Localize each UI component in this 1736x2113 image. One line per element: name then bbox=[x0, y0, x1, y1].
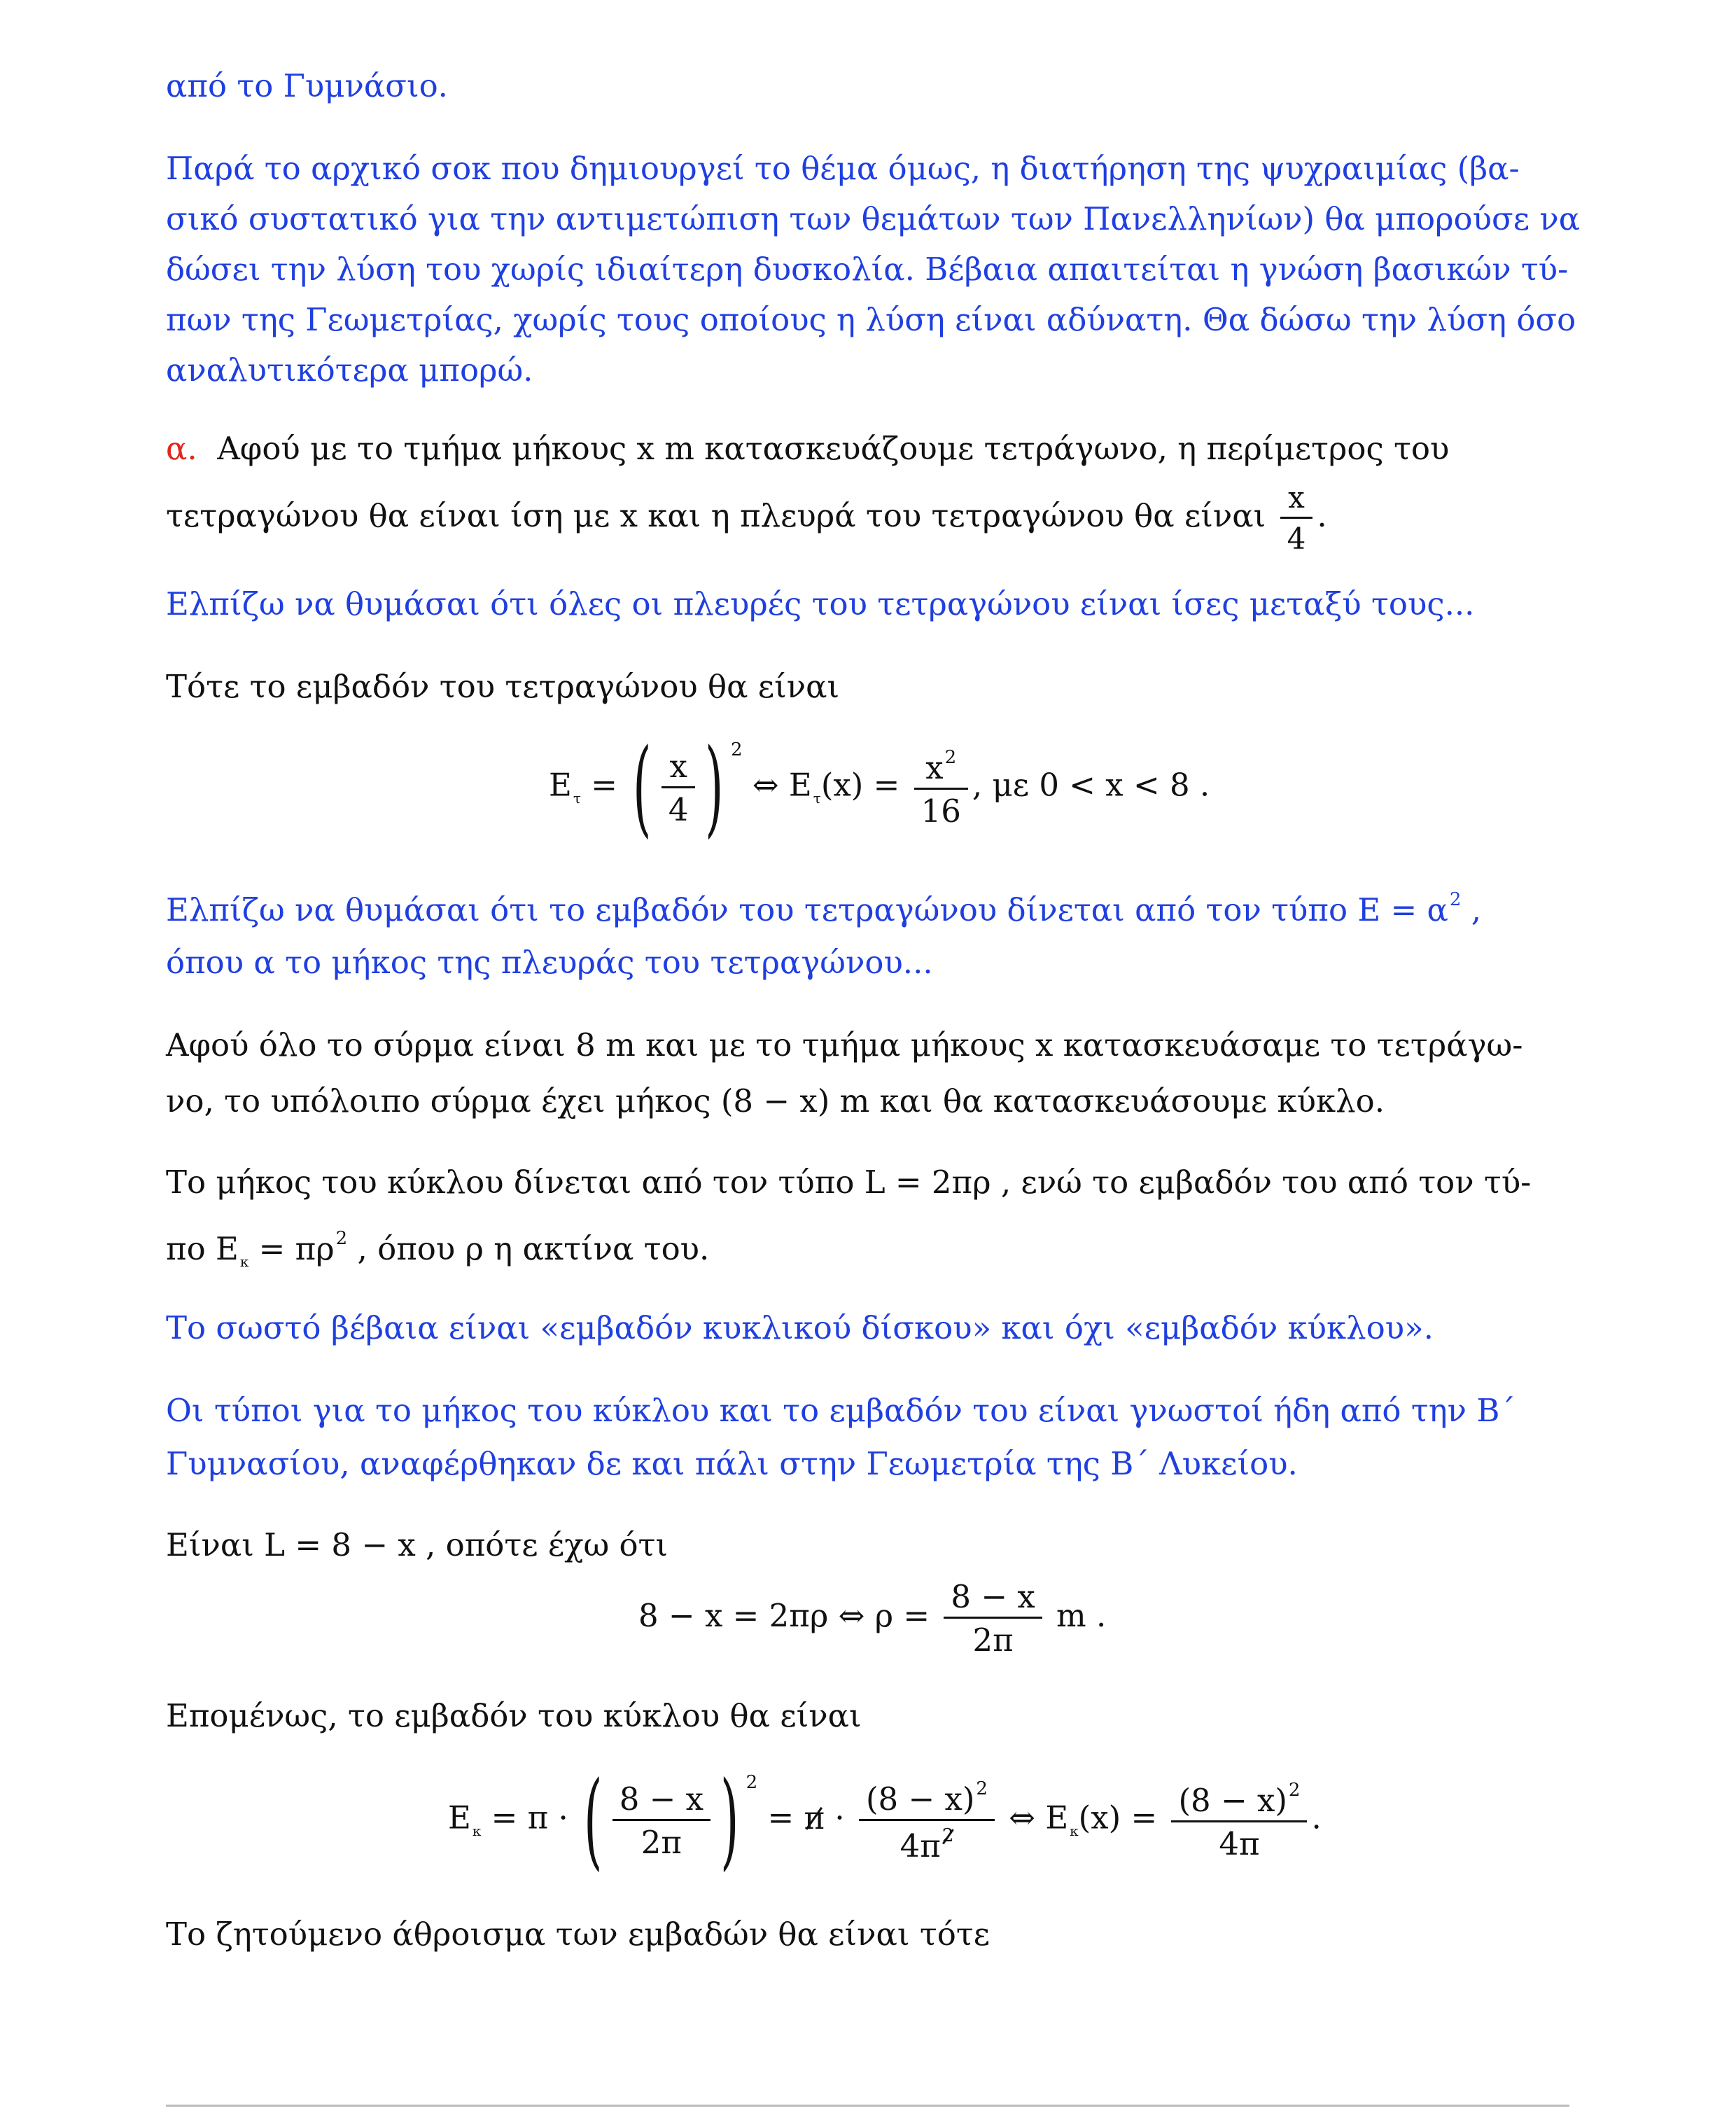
denominator: 2π bbox=[640, 1823, 682, 1861]
text-line: Οι τύποι για το μήκος του κύκλου και το εμβαδόν του είναι γνωστοί ήδη από την Β΄ bbox=[166, 1392, 1516, 1429]
denominator: 4 bbox=[1287, 522, 1306, 556]
fraction-8-x-over-2pi bbox=[612, 1780, 710, 1861]
numerator: x bbox=[662, 751, 696, 788]
period: . bbox=[1311, 1799, 1322, 1836]
text-segment: = πρ bbox=[248, 1230, 335, 1267]
fraction-8-x-over-2pi bbox=[944, 1578, 1042, 1659]
subscript: τ bbox=[573, 789, 581, 807]
text-line-with-fraction bbox=[166, 480, 1327, 556]
period: . bbox=[1317, 497, 1327, 534]
alpha-label: α. bbox=[166, 430, 197, 467]
iff-symbol: ⇔ bbox=[1009, 1799, 1035, 1836]
superscript: 2 bbox=[730, 739, 743, 760]
fraction-8-x-sq-over-4pi-sq bbox=[859, 1780, 995, 1862]
fraction-8-x-sq-over-4pi bbox=[1171, 1781, 1307, 1860]
superscript: 2 bbox=[746, 1771, 758, 1793]
unit-m: m . bbox=[1056, 1597, 1107, 1634]
text-line: νο, το υπόλοιπο σύρμα έχει μήκος (8 − x) m και θα κατασκευάσουμε κύκλο. bbox=[166, 1082, 1385, 1120]
subscript: κ bbox=[239, 1253, 249, 1270]
range-text: , με 0 < x < 8 . bbox=[972, 766, 1210, 804]
fraction-x-over-4 bbox=[1280, 480, 1313, 556]
subscript: κ bbox=[472, 1822, 482, 1839]
equals: = bbox=[767, 1799, 794, 1836]
fraction-x2-over-16 bbox=[914, 747, 968, 830]
paragraph-alpha bbox=[166, 430, 1450, 467]
E-symbol: E bbox=[448, 1799, 471, 1836]
denominator: 16 bbox=[920, 793, 961, 830]
footer-rule bbox=[166, 2105, 1569, 2107]
fraction-x-over-4 bbox=[662, 747, 696, 828]
text-line: Παρά το αρχικό σοκ που δημιουργεί το θέμα όμως, η διατήρηση της ψυχραιμίας (βα- bbox=[166, 150, 1520, 187]
denominator: 2π bbox=[972, 1622, 1014, 1659]
text-line-with-formula bbox=[166, 1229, 709, 1269]
text-line: από το Γυμνάσιο. bbox=[166, 67, 448, 104]
subscript: τ bbox=[813, 789, 821, 807]
denominator: 4π bbox=[1219, 1825, 1260, 1862]
text-line: Το ζητούμενο άθροισμα των εμβαδών θα είναι τότε bbox=[166, 1916, 990, 1953]
right-paren: ) bbox=[720, 1759, 739, 1881]
superscript: 2 bbox=[1449, 889, 1462, 910]
text-line: αναλυτικότερα μπορώ. bbox=[166, 351, 533, 389]
text-line-with-formula: Ελπίζω να θυμάσαι ότι το εμβαδόν του τετραγώνου δίνεται από τον τύπο $E = \alpha^2$ , bbox=[166, 889, 1482, 928]
numerator: x bbox=[1280, 483, 1313, 519]
text-segment: Αφού με το τμήμα μήκους x m κατασκευάζουμε τετράγωνο, η περίμετρος του bbox=[217, 430, 1450, 467]
superscript: 2 bbox=[335, 1228, 348, 1249]
text-line: Τότε το εμβαδόν του τετραγώνου θα είναι bbox=[166, 668, 840, 705]
text-line: Το σωστό βέβαια είναι «εμβαδόν κυκλικού δίσκου» και όχι «εμβαδόν κύκλου». bbox=[166, 1309, 1434, 1346]
text-line: Ελπίζω να θυμάσαι ότι όλες οι πλευρές του τετραγώνου είναι ίσες μεταξύ τους... bbox=[166, 585, 1475, 622]
cancelled-pi: π bbox=[804, 1799, 825, 1836]
left-paren: ( bbox=[633, 727, 652, 849]
equation-circle-area bbox=[448, 1759, 1322, 1881]
text-segment: τετραγώνου θα είναι ίση με x και η πλευρά του τετραγώνου θα είναι bbox=[166, 497, 1266, 534]
of-x: (x) = bbox=[1078, 1799, 1158, 1836]
iff-symbol: ⇔ bbox=[752, 766, 779, 804]
E-symbol: E bbox=[1045, 1799, 1069, 1836]
of-x: (x) = bbox=[820, 766, 900, 804]
text-segment: πο E bbox=[166, 1230, 239, 1267]
text-line: Είναι L = 8 − x , οπότε έχω ότι bbox=[166, 1526, 668, 1563]
equation-square-area bbox=[549, 727, 1210, 849]
cancelled-exponent: 2 bbox=[941, 1825, 954, 1846]
text-line: πων της Γεωμετρίας, χωρίς τους οποίους η λύση είναι αδύνατη. Θα δώσω την λύση όσο bbox=[166, 301, 1576, 338]
left-paren: ( bbox=[584, 1759, 603, 1881]
numerator: $(8 - x)^2$ bbox=[1171, 1781, 1307, 1822]
E-symbol: E bbox=[788, 766, 812, 804]
equation-radius bbox=[638, 1578, 1107, 1659]
text-line: Το μήκος του κύκλου δίνεται από τον τύπο L = 2πρ , ενώ το εμβαδόν του από τον τύ- bbox=[166, 1164, 1532, 1201]
text-line: δώσει την λύση του χωρίς ιδιαίτερη δυσκολία. Βέβαια απαιτείται η γνώση βασικών τύ- bbox=[166, 251, 1569, 288]
text-segment: , όπου ρ η ακτίνα του. bbox=[347, 1230, 710, 1267]
equals: = bbox=[591, 766, 617, 804]
numerator: $x^2$ bbox=[914, 748, 968, 790]
E-symbol: E bbox=[549, 766, 572, 804]
denominator: 4 bbox=[668, 790, 689, 828]
text-line: σικό συστατικό για την αντιμετώπιση των θεμάτων των Πανελληνίων) θα μπορούσε να bbox=[166, 200, 1581, 237]
numerator: $(8 - x)^2$ bbox=[859, 1780, 995, 1821]
text-segment: Ελπίζω να θυμάσαι ότι το εμβαδόν του τετραγώνου δίνεται από τον τύπο E = α bbox=[166, 891, 1448, 928]
denominator: 4π2 bbox=[899, 1825, 954, 1864]
dot: · bbox=[834, 1799, 845, 1836]
comma bbox=[1461, 891, 1471, 928]
numerator: 8 − x bbox=[944, 1581, 1042, 1619]
text-line: Επομένως, το εμβαδόν του κύκλου θα είναι bbox=[166, 1697, 862, 1734]
right-paren: ) bbox=[705, 727, 724, 849]
eq-pi-dot: = π · bbox=[491, 1799, 568, 1836]
subscript: κ bbox=[1070, 1822, 1079, 1839]
lhs: 8 − x = 2πρ ⇔ ρ = bbox=[638, 1597, 930, 1634]
text-line: Γυμνασίου, αναφέρθηκαν δε και πάλι στην Γεωμετρία της Β΄ Λυκείου. bbox=[166, 1445, 1298, 1482]
numerator: 8 − x bbox=[612, 1783, 710, 1821]
text-line: Αφού όλο το σύρμα είναι 8 m και με το τμήμα μήκους x κατασκευάσαμε το τετράγω- bbox=[166, 1026, 1523, 1064]
text-line: όπου α το μήκος της πλευράς του τετραγώνου... bbox=[166, 944, 933, 981]
